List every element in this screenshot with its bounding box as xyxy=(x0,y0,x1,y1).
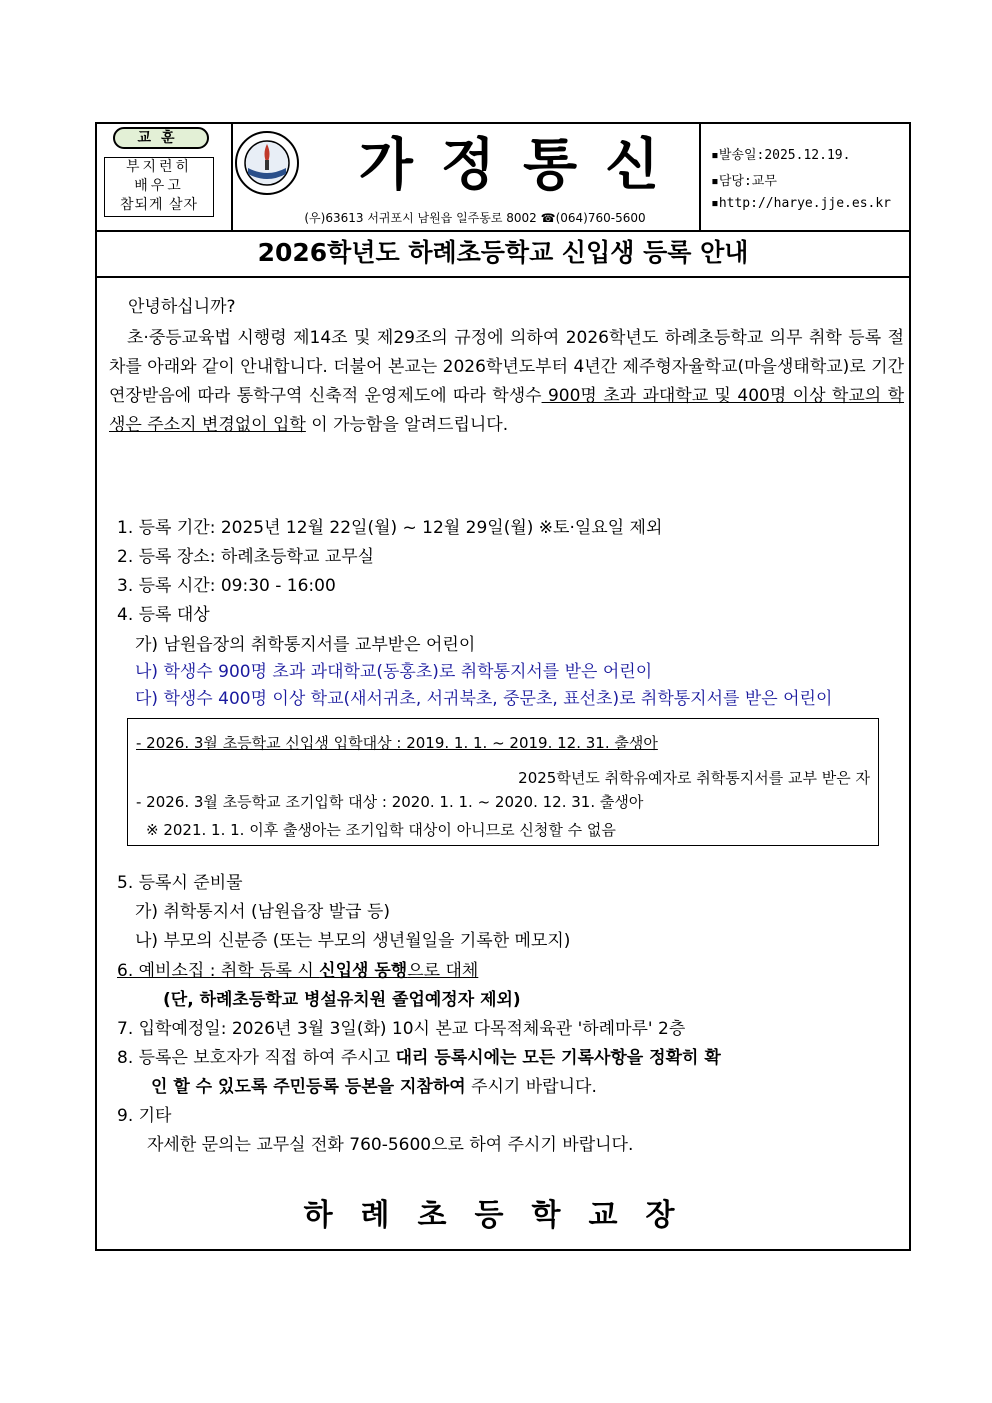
note-line xyxy=(136,732,658,754)
issue-info xyxy=(699,124,911,230)
motto-line: 배우고 xyxy=(134,178,184,194)
item-registration-text: 8. 등록은 보호자가 직접 하여 주시고 xyxy=(117,1048,396,1068)
eligibility-note-box xyxy=(127,718,879,846)
note-line-text: - 2026. 3월 초등학교 신입생 입학대상 : 2019. 1. 1. ~ 2019. 12. 31. 출생아 xyxy=(136,734,658,752)
note-line: - 2026. 3월 초등학교 조기입학 대상 : 2020. 1. 1. ~ 2020. 12. 31. 출생아 xyxy=(136,793,644,811)
school-motto xyxy=(97,124,233,230)
item-prepare-b: 나) 부모의 신분증 (또는 부모의 생년월일을 기록한 메모지) xyxy=(135,931,571,951)
item-prepare: 5. 등록시 준비물 xyxy=(117,873,243,893)
item-registration-note xyxy=(117,1047,721,1069)
greeting: 안녕하십니까? xyxy=(128,297,236,317)
issue-owner: ▪담당:교무 xyxy=(711,174,777,189)
item-target-c: 다) 학생수 400명 이상 학교(새서귀초, 서귀북초, 중문초, 표선초)로 취학통지서를 받은 어린이 xyxy=(135,689,833,709)
item-preliminary-text: 6. 예비소집 : 취학 등록 시 xyxy=(117,961,320,981)
page-title: 가정통신 xyxy=(358,132,688,198)
intro-underlined: 900명 초과 과대학교 및 400명 이상 학교의 학생은 주소지 변경없이 입학 xyxy=(109,386,904,435)
motto-box xyxy=(104,157,214,217)
motto-line: 참되게 살자 xyxy=(119,197,199,213)
item-target-a: 가) 남원읍장의 취학통지서를 교부받은 어린이 xyxy=(135,635,476,655)
item-target-b: 나) 학생수 900명 초과 과대학교(동홍초)로 취학통지서를 받은 어린이 xyxy=(135,662,653,682)
item-period: 1. 등록 기간: 2025년 12월 22일(월) ~ 12월 29일(월) ※토·일요일 제외 xyxy=(117,518,663,538)
item-etc: 9. 기타 xyxy=(117,1106,172,1126)
document-subject: 2026학년도 하례초등학교 신입생 등록 안내 xyxy=(97,230,909,278)
note-line: 2025학년도 취학유예자로 취학통지서를 교부 받은 자 xyxy=(518,769,870,787)
header xyxy=(97,124,909,232)
document-frame xyxy=(95,122,911,1251)
item-registration-bold: 인 할 수 있도록 주민등록 등본을 지참하여 xyxy=(151,1077,466,1097)
issue-date: ▪발송일:2025.12.19. xyxy=(711,148,851,163)
item-registration-note-cont xyxy=(151,1076,597,1098)
item-entrance-date: 7. 입학예정일: 2026년 3월 3일(화) 10시 본교 다목적체육관 '하례마루' 2층 xyxy=(117,1019,686,1039)
item-registration-tail: 주시기 바랍니다. xyxy=(465,1077,597,1097)
item-place: 2. 등록 장소: 하례초등학교 교무실 xyxy=(117,547,375,567)
motto-line: 부지런히 xyxy=(125,159,193,175)
motto-tag: 교훈 xyxy=(113,127,209,149)
item-preliminary-note: (단, 하례초등학교 병설유치원 졸업예정자 제외) xyxy=(163,990,521,1010)
item-registration-bold: 대리 등록시에는 모든 기록사항을 정확히 확 xyxy=(395,1048,721,1068)
item-etc-contact: 자세한 문의는 교무실 전화 760-5600으로 하여 주시기 바랍니다. xyxy=(147,1135,634,1155)
intro-text: 초·중등교육법 시행령 제14조 및 제29조의 규정에 의하여 2026학년도 하례초등학교 의무 취학 등록 절차를 아래와 같이 안내합니다. 더불어 본교는 2026학년도부터 4년간 제주형자율학교(마을생태학교)로 기간 연장받음에 따라 통학구역 신축적 운영제도에 따라 학생수 xyxy=(109,328,904,406)
note-line: ※ 2021. 1. 1. 이후 출생아는 조기입학 대상이 아니므로 신청할 수 없음 xyxy=(146,821,616,839)
item-time: 3. 등록 시간: 09:30 - 16:00 xyxy=(117,576,336,596)
school-url: ▪http://harye.jje.es.kr xyxy=(711,196,892,211)
principal-signature: 하례초등학교장 xyxy=(303,1198,703,1233)
item-target: 4. 등록 대상 xyxy=(117,605,210,625)
item-preliminary xyxy=(117,960,478,982)
intro-paragraph xyxy=(109,324,904,440)
item-prepare-a: 가) 취학통지서 (남원읍장 발급 등) xyxy=(135,902,390,922)
item-preliminary-bold: 신입생 동행 xyxy=(319,961,408,981)
item-preliminary-tail: 으로 대체 xyxy=(407,961,479,981)
intro-tail: 이 가능함을 알려드립니다. xyxy=(311,415,509,435)
school-address: (우)63613 서귀포시 남원읍 일주동로 8002 ☎(064)760-5600 xyxy=(304,211,646,225)
school-emblem-icon xyxy=(234,130,300,196)
